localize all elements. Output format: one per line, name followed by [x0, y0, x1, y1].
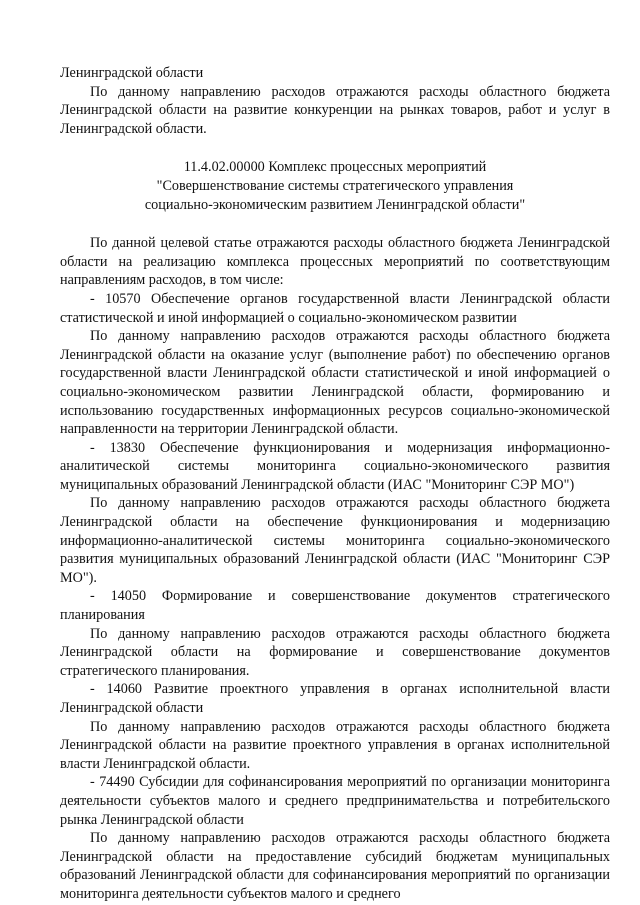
- paragraph-13830-description: По данному направлению расходов отражаются расходы областного бюджета Ленинградской области на обеспечение функционирования и модернизацию информационно-аналитической системы мониторинга социально-экономического развития муниципальных образований Ленинградской области (ИАС "Мониторинг СЭР МО").: [60, 495, 610, 586]
- item-74490: - 74490 Субсидии для софинансирования мероприятий по организации мониторинга деятельности субъектов малого и среднего предпринимательства и потребительского рынка Ленинградской области: [60, 774, 610, 828]
- paragraph-continuation: Ленинградской области: [60, 65, 204, 81]
- paragraph-74490-description: По данному направлению расходов отражаются расходы областного бюджета Ленинградской области на предоставление субсидий бюджетам муниципальных образований Ленинградской области для софинансирования мероприятий по организации мониторинга деятельности субъектов малого и среднего: [60, 830, 610, 902]
- item-14050: - 14050 Формирование и совершенствование документов стратегического планирования: [60, 588, 610, 624]
- paragraph-14050-description: По данному направлению расходов отражаются расходы областного бюджета Ленинградской области на формирование и совершенствование документов стратегического планирования.: [60, 625, 610, 679]
- heading-line-3: социально-экономическим развитием Ленинградской области": [144, 196, 526, 213]
- item-14060: - 14060 Развитие проектного управления в органах исполнительной власти Ленинградской области: [60, 681, 610, 716]
- heading-line-1: 11.4.02.00000 Комплекс процессных мероприятий: [183, 159, 487, 176]
- paragraph-competition: По данному направлению расходов отражаются расходы областного бюджета Ленинградской области на развитие конкуренции на рынках товаров, работ и услуг в Ленинградской области.: [60, 83, 610, 137]
- paragraph-14060-description: По данному направлению расходов отражаются расходы областного бюджета Ленинградской области на развитие проектного управления в органах исполнительной власти Ленинградской области.: [60, 718, 610, 772]
- section-heading: [60, 158, 610, 214]
- item-13830: - 13830 Обеспечение функционирования и модернизация информационно-аналитической системы мониторинга социально-экономического развития муниципальных образований Ленинградской области (ИАС "Мониторинг СЭР МО"): [60, 439, 610, 493]
- item-10570: - 10570 Обеспечение органов государственной власти Ленинградской области статистической и иной информацией о социально-экономическом развитии: [60, 290, 610, 326]
- document-page: [60, 64, 610, 904]
- paragraph-10570-description: По данному направлению расходов отражаются расходы областного бюджета Ленинградской области на оказание услуг (выполнение работ) по обеспечению органов государственной власти Ленинградской области статистической и иной информацией о социально-экономическом развитии Ленинградской области, формированию и использованию государственных информационных ресурсов социально-экономической направленности на территории Ленинградской области.: [60, 328, 610, 438]
- heading-line-2: "Совершенствование системы стратегического управления: [156, 177, 514, 194]
- paragraph-intro: По данной целевой статье отражаются расходы областного бюджета Ленинградской области на реализацию комплекса процессных мероприятий по соответствующим направлениям расходов, в том числе:: [60, 235, 610, 289]
